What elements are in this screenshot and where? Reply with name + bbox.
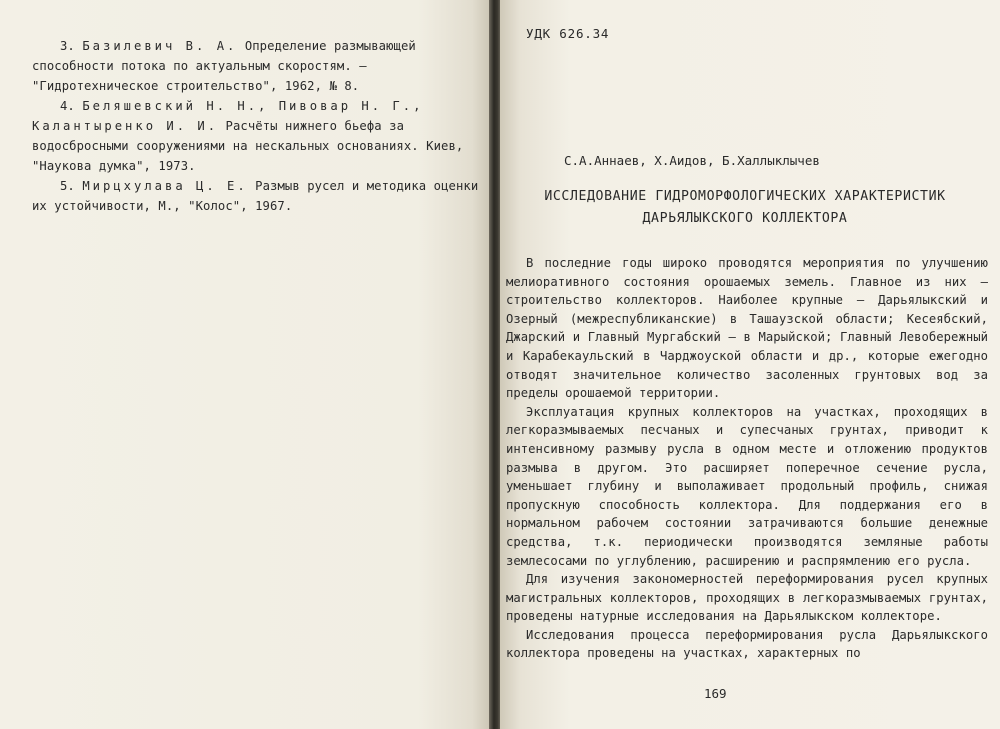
left-page [0, 0, 492, 729]
reference-text: Определение размывающей способности потока по актуальным скоростям. – "Гидротехническое строительство", 1962, № 8. [32, 39, 416, 93]
reference-text: Расчёты нижнего бьефа за водосбросными сооружениями на нескальных основаниях. Киев, "Наукова думка", 1973. [32, 119, 464, 173]
reference-author: Беляшевский Н. Н., Пивовар Н. Г., Калантыренко И. И. [32, 99, 424, 133]
body-paragraph: Эксплуатация крупных коллекторов на участках, проходящих в легкоразмываемых песчаных и супесчаных грунтах, приводит к интенсивному размыву русла в одном месте и отложению продуктов размыва в другом. Это расширяет поперечное сечение русла, уменьшает глубину и выполаживает продольный профиль, снижая пропускную способность коллектора. Для поддержания его в нормальном рабочем состоянии затрачиваются большие денежные средства, т.к. периодически производятся земляные работы землесосами по углублению, расширению и распрямлению его русла. [506, 404, 988, 568]
body-paragraph: Для изучения закономерностей переформирования русел крупных магистральных коллекторов, проходящих в легкоразмываемых грунтах, проведены натурные исследования на Дарьялыкском коллекторе. [506, 572, 988, 624]
reference-item [32, 96, 482, 176]
body-paragraph: Исследования процесса переформирования русла Дарьялыкского коллектора проведены на участках, характерных по [506, 627, 988, 661]
reference-number: 5. [60, 179, 75, 193]
article-title: ИССЛЕДОВАНИЕ ГИДРОМОРФОЛОГИЧЕСКИХ ХАРАКТЕРИСТИК ДАРЬЯЛЫКСКОГО КОЛЛЕКТОРА [544, 189, 946, 226]
article-authors: С.А.Аннаев, Х.Аидов, Б.Халлыклычев [564, 153, 820, 168]
reference-item [32, 176, 482, 216]
body-paragraph: В последние годы широко проводятся мероприятия по улучшению мелиоративного состояния орошаемых земель. Главное из них – строительство коллекторов. Наиболее крупные – Дарьялыкский и Озерный (межреспубликанские) в Ташаузской области; Кесеябский, Джарский и Главный Мургабский – в Марыйской; Главный Левобережный и Карабекаульский в Чарджоуской области и др., которые ежегодно отводят значительное количество засоленных грунтовых вод за пределы орошаемой территории. [506, 256, 988, 401]
reference-author: Базилевич В. А. [82, 39, 238, 53]
udk-code: УДК 626.34 [526, 26, 610, 41]
reference-author: Мирцхулава Ц. Е. [82, 179, 248, 193]
reference-number: 4. [60, 99, 75, 113]
reference-item [32, 36, 482, 96]
article-body [506, 254, 988, 663]
page-number: 169 [704, 686, 727, 701]
reference-list [32, 36, 482, 216]
reference-text: Размыв русел и методика оценки их устойчивости, М., "Колос", 1967. [32, 179, 479, 213]
reference-number: 3. [60, 39, 75, 53]
right-page [500, 0, 1000, 729]
